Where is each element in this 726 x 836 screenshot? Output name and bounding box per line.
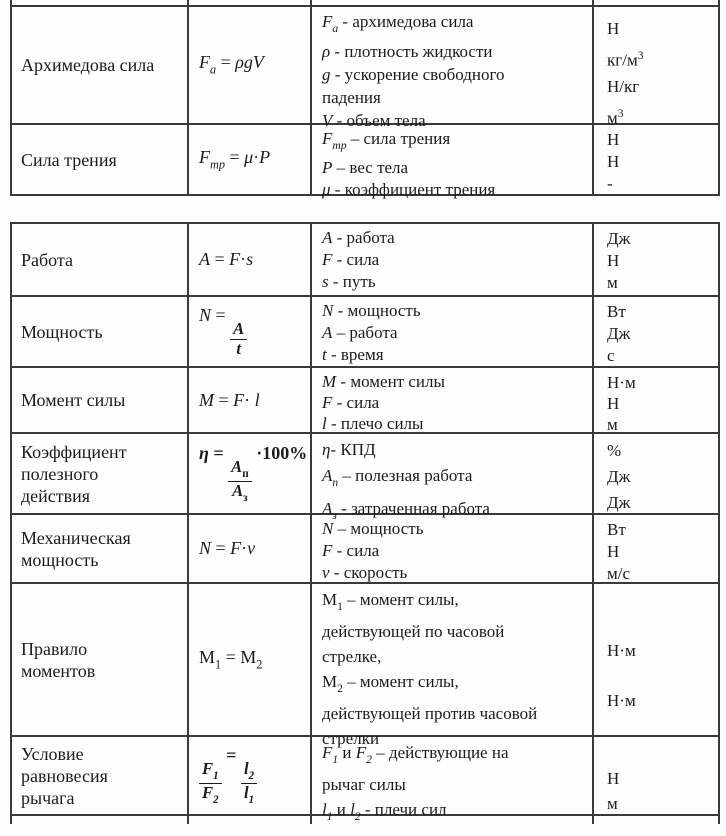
variables-cell: [310, 584, 592, 749]
formula: $М_1 = М_2$: [199, 646, 263, 672]
units-cell: [592, 125, 718, 194]
quantity-name-line: Правило: [21, 638, 88, 659]
unit-line: Дж: [607, 229, 631, 248]
unit-line: м: [607, 273, 618, 292]
variable-line: $A_з$ - затраченная работа: [322, 499, 490, 523]
fraction-numerator: $A_п$: [228, 458, 252, 482]
subscript: п: [332, 476, 339, 490]
quantity-name-line: действия: [21, 485, 91, 506]
quantity-name-line: Сила трения: [21, 149, 117, 170]
formula: A = F·s: [199, 249, 254, 269]
formula: $F_a = \rho gV$: [199, 52, 264, 77]
variable-line: η- КПД: [322, 440, 376, 459]
formula: N = F·v: [199, 538, 256, 558]
subscript: 1: [337, 600, 343, 614]
variable-line: действующей по часовой: [322, 622, 505, 642]
subscript: 1: [215, 657, 222, 672]
unit-line: Н: [607, 152, 620, 171]
fraction-denominator: $A_з$: [232, 480, 248, 504]
subscript: з: [332, 509, 337, 523]
formula-cell: [187, 584, 310, 735]
unit-line: Н·м: [607, 691, 636, 710]
formula-cell: [187, 515, 310, 582]
quantity-name-line: моментов: [21, 660, 96, 681]
fraction-denominator: $l_1$: [243, 782, 255, 806]
unit-line: Н: [607, 130, 620, 149]
variable-line: $l_1$ и $l_2$ - плечи сил: [322, 800, 447, 824]
subscript: a: [210, 62, 217, 77]
subscript: 2: [256, 657, 263, 672]
variable-line: $F_a$ - архимедова сила: [322, 12, 474, 36]
quantity-name-line: Архимедова сила: [21, 55, 155, 75]
table-row: [12, 513, 718, 582]
partial-cell: [310, 816, 592, 824]
unit-line: $м^3$: [607, 107, 624, 128]
formula: M = F· l: [199, 389, 260, 410]
quantity-name-line: рычага: [21, 787, 75, 808]
formula: N = $\frac{A}{t}$: [199, 305, 247, 358]
partial-cell: [187, 816, 310, 824]
table-row: [12, 582, 718, 749]
units-cell: [592, 584, 718, 735]
partial-cell: [187, 0, 310, 5]
unit-line: $кг/м^3$: [607, 49, 644, 70]
table-row: [12, 123, 718, 200]
table-row: [12, 295, 718, 366]
unit-line: м/с: [607, 564, 631, 583]
subscript: 1: [332, 753, 339, 767]
variable-line: s - путь: [322, 272, 376, 291]
units-cell: [592, 737, 718, 814]
variables-cell: [310, 7, 592, 131]
variable-line: рычаг силы: [322, 775, 406, 795]
unit-line: Н: [607, 394, 620, 413]
partial-cell: [310, 0, 592, 5]
variable-line: действующей против часовой: [322, 704, 538, 724]
table-row: [12, 432, 718, 523]
quantity-name-line: Момент силы: [21, 390, 126, 410]
quantity-name-line: Работа: [21, 249, 73, 270]
subscript: 1: [248, 793, 255, 806]
fraction-numerator: $l_2$: [241, 760, 257, 784]
unit-line: Н·м: [607, 641, 636, 660]
variable-line: t - время: [322, 345, 384, 364]
unit-line: Вт: [607, 302, 626, 321]
partial-row: [12, 0, 718, 5]
quantity-name-line: Условие: [21, 743, 84, 764]
variables-cell: [310, 297, 592, 366]
subscript: 2: [354, 810, 361, 824]
unit-line: Н: [607, 769, 620, 788]
variables-cell: [310, 224, 592, 295]
variable-line: P – вес тела: [322, 158, 409, 178]
unit-line: Н/кг: [607, 77, 640, 97]
unit-line: [607, 588, 716, 613]
units-cell: [592, 515, 718, 582]
variable-line: l - плечо силы: [322, 414, 424, 433]
variable-line: F - сила: [322, 541, 380, 560]
subscript: 1: [213, 770, 219, 782]
unit-line: Вт: [607, 520, 626, 539]
fraction-denominator: t: [236, 338, 241, 358]
fraction: [199, 760, 222, 806]
variable-line: падения: [322, 88, 381, 108]
quantity-name-cell: [12, 737, 187, 814]
subscript: тр: [332, 139, 347, 153]
formula-cell: [187, 224, 310, 295]
quantity-name-cell: [12, 297, 187, 366]
superscript: 3: [617, 107, 624, 121]
fraction: [241, 760, 257, 806]
units-cell: [592, 368, 718, 432]
units-cell: [592, 297, 718, 366]
formula-cell: [187, 7, 310, 123]
partial-row: [12, 814, 718, 824]
variable-line: V - объем тела: [322, 111, 426, 131]
fraction: [228, 458, 252, 504]
formula-cell: [187, 297, 310, 366]
unit-line: [607, 663, 716, 688]
table-row: [12, 224, 718, 295]
subscript: 1: [326, 810, 333, 824]
variable-line: N - мощность: [322, 301, 421, 320]
variable-line: стрелки: [322, 729, 380, 749]
formula: $\frac{F_1}{F_2}$ = $\frac{l_2}{l_1}$: [199, 745, 257, 807]
fraction-numerator: A: [230, 320, 247, 340]
quantity-name-cell: [12, 368, 187, 432]
quantity-name-line: Мощность: [21, 321, 103, 342]
partial-cell: [12, 816, 187, 824]
variable-line: $М_1$ – момент силы,: [322, 590, 459, 614]
units-cell: [592, 7, 718, 128]
fraction: [230, 320, 247, 358]
quantity-name-line: Механическая: [21, 527, 131, 548]
partial-cell: [592, 0, 718, 5]
forces-table: [10, 0, 720, 200]
formula-cell: [187, 737, 310, 814]
quantity-name-cell: [12, 434, 187, 513]
unit-line: %: [607, 441, 622, 460]
quantity-name-line: Коэффициент: [21, 441, 127, 462]
quantity-name-cell: [12, 584, 187, 735]
quantity-name-line: равновесия: [21, 765, 108, 786]
quantity-name-cell: [12, 125, 187, 194]
quantity-name-cell: [12, 515, 187, 582]
subscript: з: [243, 491, 248, 504]
unit-line: -: [607, 174, 613, 193]
quantity-name-line: полезного: [21, 463, 99, 484]
variable-line: стрелке,: [322, 647, 382, 667]
formula-cell: [187, 368, 310, 432]
unit-line: с: [607, 346, 615, 365]
table-row: [12, 735, 718, 824]
variables-cell: [310, 434, 592, 523]
subscript: a: [332, 22, 339, 36]
units-cell: [592, 224, 718, 295]
formula-cell: [187, 125, 310, 194]
formula: $F_{тр} = \mu\cdot P$: [199, 146, 271, 172]
variable-line: $F_1$ и $F_2$ – действующие на: [322, 743, 509, 767]
quantity-name-line: мощность: [21, 549, 99, 570]
unit-line: Дж: [607, 493, 631, 512]
variable-line: F - сила: [322, 250, 380, 269]
variables-cell: [310, 368, 592, 432]
variable-line: A – работа: [322, 323, 398, 342]
variable-line: N – мощность: [322, 519, 424, 538]
unit-line: [607, 613, 716, 638]
variable-line: $A_п$ – полезная работа: [322, 466, 473, 490]
unit-line: Н: [607, 19, 620, 38]
variable-line: $F_{тр}$ – сила трения: [322, 129, 451, 153]
partial-cell: [592, 816, 718, 824]
unit-line: Дж: [607, 467, 631, 486]
variables-cell: [310, 515, 592, 582]
variable-line: ρ - плотность жидкости: [322, 42, 493, 62]
unit-line: Дж: [607, 324, 631, 343]
variable-line: v - скорость: [322, 563, 408, 582]
subscript: п: [242, 468, 249, 480]
variable-line: A - работа: [322, 228, 395, 247]
table-row: [12, 366, 718, 432]
table-row: [12, 5, 718, 131]
subscript: тр: [210, 157, 225, 172]
unit-line: Н: [607, 542, 620, 561]
units-cell: [592, 434, 718, 513]
subscript: 2: [337, 682, 343, 696]
variables-cell: [310, 125, 592, 200]
subscript: 2: [366, 753, 372, 767]
unit-line: [607, 741, 716, 766]
variable-line: μ - коэффициент трения: [322, 180, 496, 200]
subscript: 2: [248, 770, 255, 782]
partial-cell: [12, 0, 187, 6]
variable-line: F - сила: [322, 393, 380, 412]
superscript: 3: [637, 49, 644, 62]
variables-cell: [310, 737, 592, 824]
unit-line: м: [607, 794, 618, 813]
variable-line: M - момент силы: [322, 372, 445, 391]
fraction-numerator: $F_1$: [199, 760, 222, 784]
work-power-table: [10, 222, 720, 824]
unit-line: Н: [607, 251, 620, 270]
variable-line: $М_2$ – момент силы,: [322, 672, 459, 696]
unit-line: м: [607, 415, 618, 434]
formula-cell: [187, 434, 310, 513]
formula: η = $\frac{A_п}{A_з}$ ·100%: [199, 442, 308, 504]
unit-line: Н·м: [607, 373, 636, 392]
fraction-denominator: $F_2$: [202, 782, 219, 806]
subscript: 2: [213, 793, 219, 806]
variable-line: g - ускорение свободного: [322, 65, 505, 85]
quantity-name-cell: [12, 224, 187, 295]
quantity-name-cell: [12, 7, 187, 123]
